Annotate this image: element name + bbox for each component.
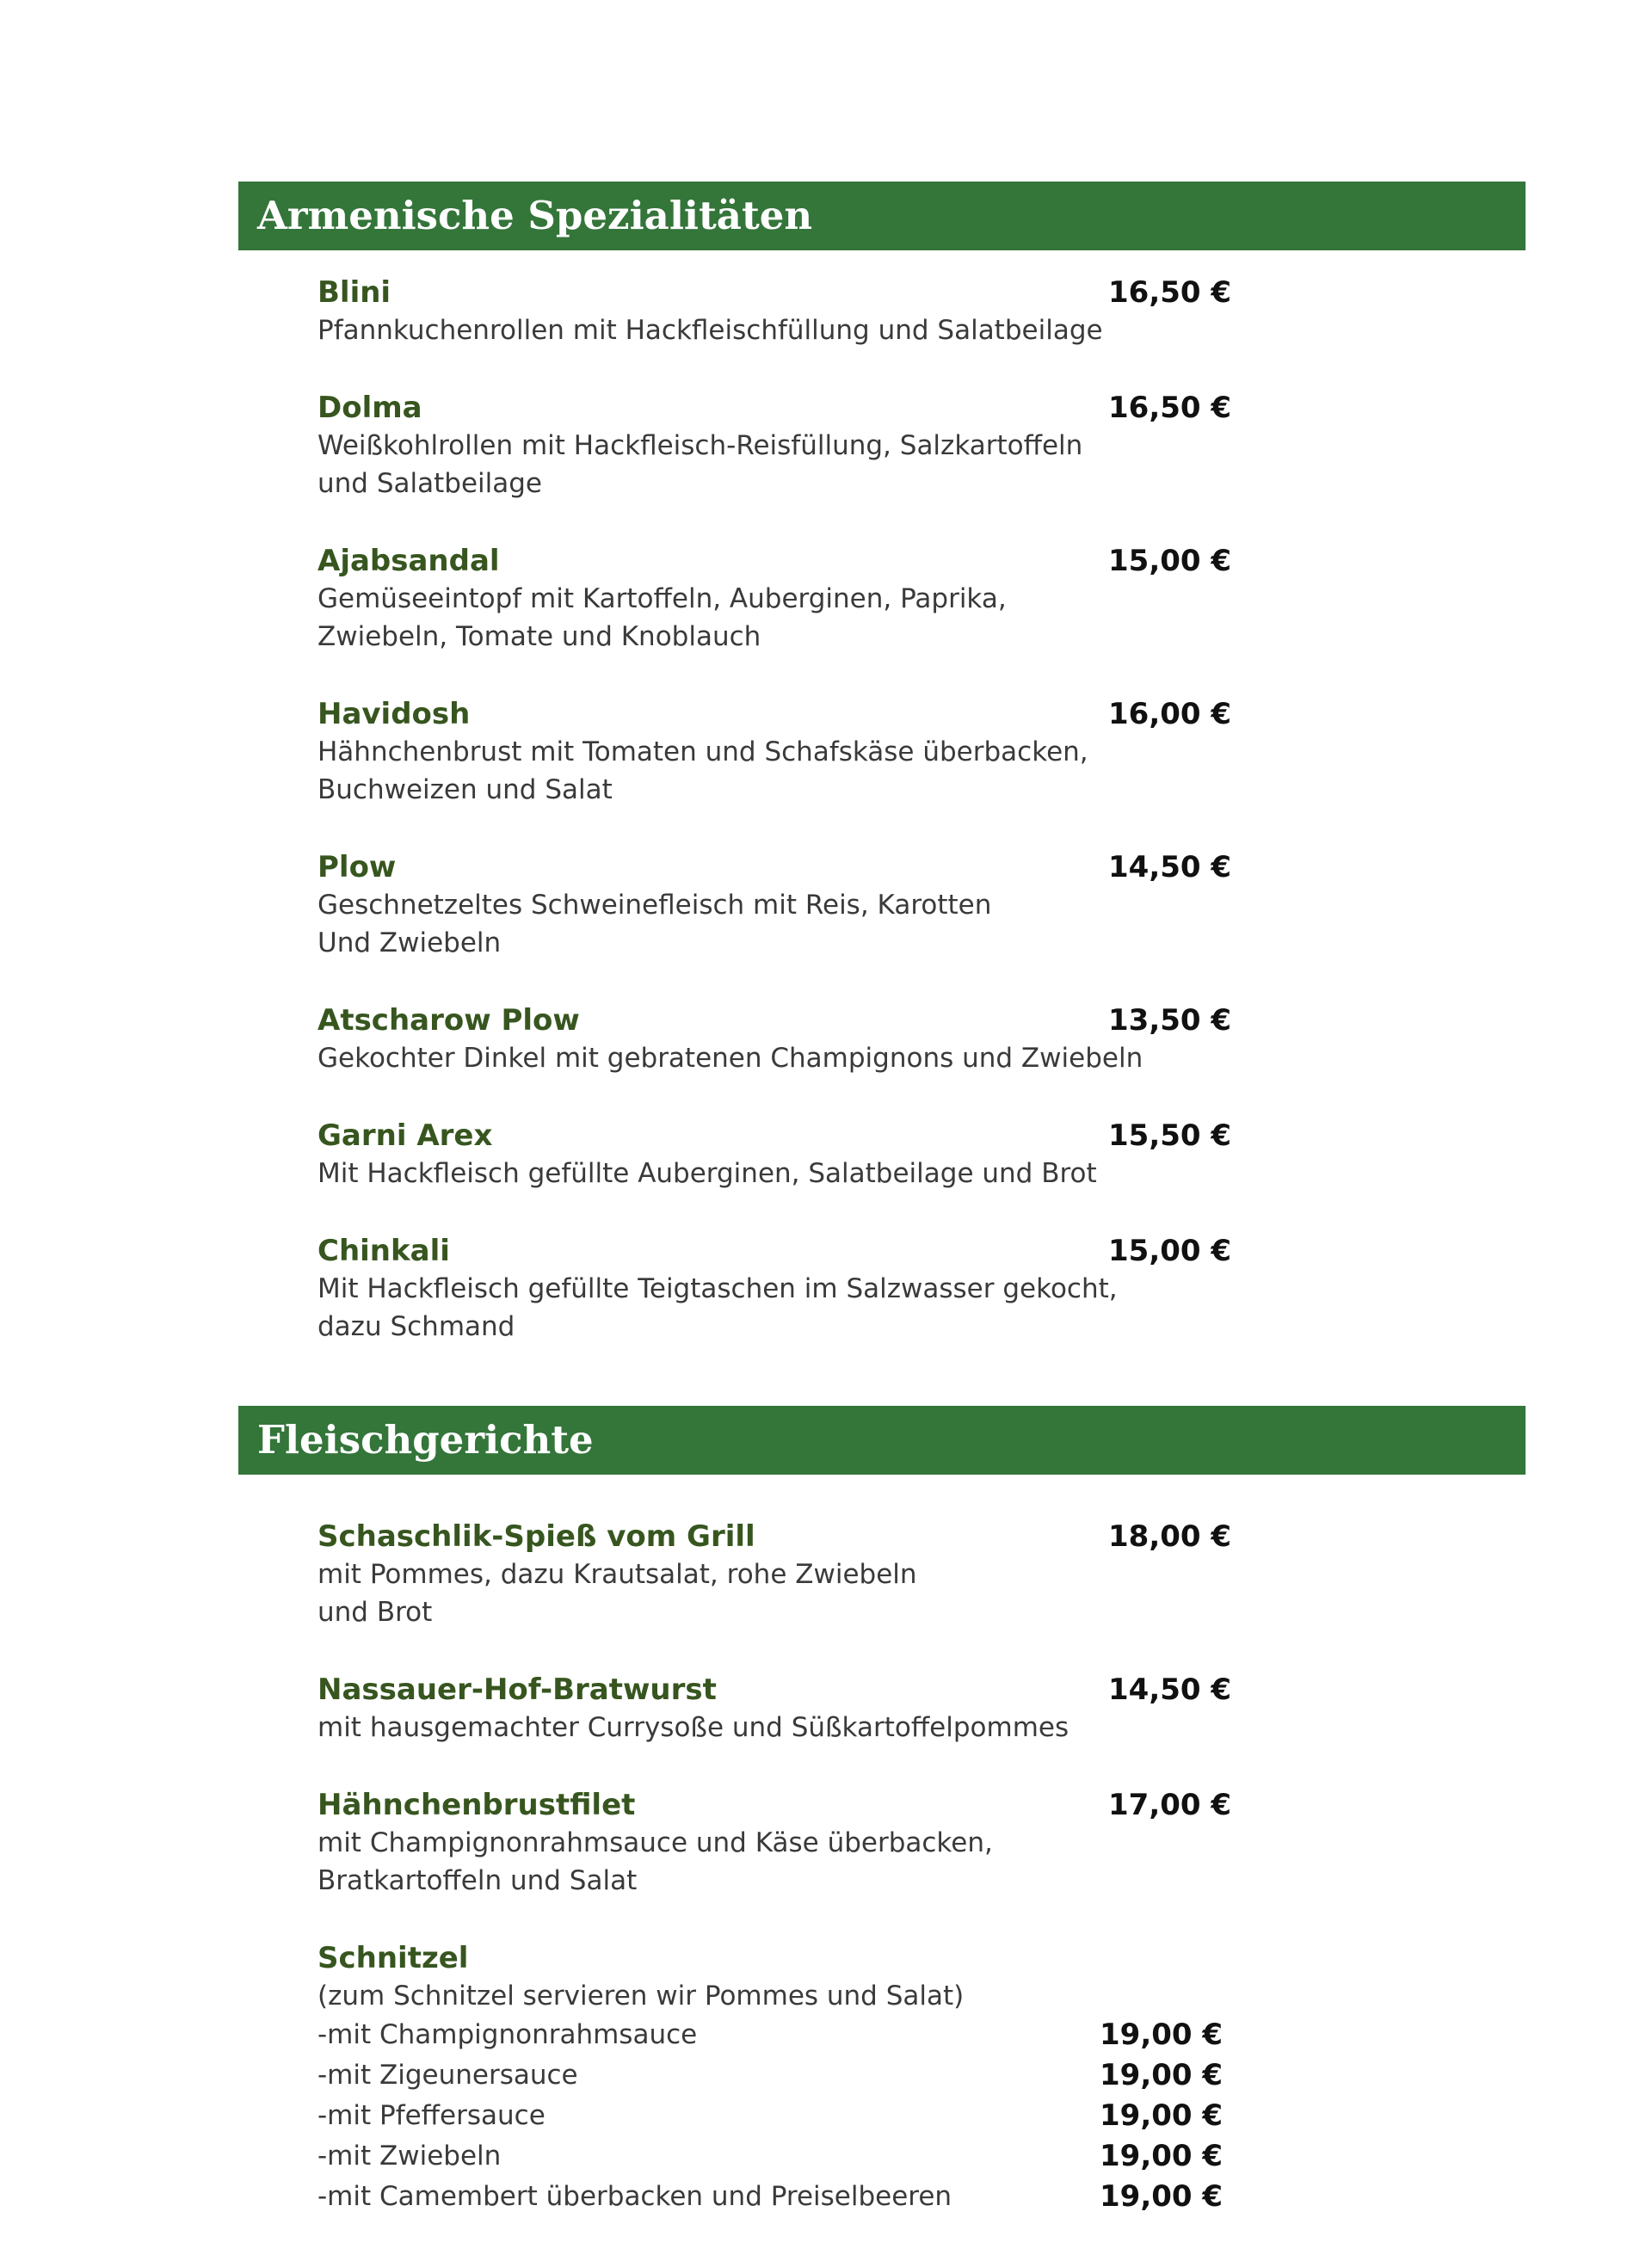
item-description: Bratkartoffeln und Salat <box>317 1865 638 1896</box>
item-price: 18,00 € <box>1108 1519 1232 1554</box>
item-description: Mit Hackfleisch gefüllte Auberginen, Salatbeilage und Brot <box>317 1158 1097 1189</box>
menu-item-ajabsandal <box>317 542 1232 656</box>
item-price: 15,00 € <box>1108 544 1232 578</box>
schnitzel-variant <box>317 2177 1224 2217</box>
item-price: 14,50 € <box>1108 850 1232 884</box>
menu-item-haehnchenbrustfilet <box>317 1786 1232 1900</box>
item-description: Weißkohlrollen mit Hackfleisch-Reisfüllung, Salzkartoffeln <box>317 430 1083 461</box>
item-name: Schnitzel <box>317 1941 469 1975</box>
schnitzel-variant <box>317 2015 1224 2055</box>
variant-label: -mit Zigeunersauce <box>317 2060 578 2091</box>
item-name: Havidosh <box>317 697 471 731</box>
item-description: Und Zwiebeln <box>317 927 502 958</box>
item-name: Hähnchenbrustfilet <box>317 1788 636 1822</box>
variant-price: 19,00 € <box>1100 2018 1224 2052</box>
item-price: 16,50 € <box>1108 391 1232 425</box>
item-description: Geschnetzeltes Schweinefleisch mit Reis, Karotten <box>317 890 992 921</box>
item-name: Garni Arex <box>317 1118 493 1153</box>
item-description: Buchweizen und Salat <box>317 774 613 805</box>
section-header-fleischgerichte: Fleischgerichte <box>238 1406 1526 1475</box>
item-price: 15,50 € <box>1108 1118 1232 1153</box>
menu-item-plow <box>317 848 1232 962</box>
item-name: Atscharow Plow <box>317 1003 580 1038</box>
item-description: und Brot <box>317 1597 433 1628</box>
item-name: Ajabsandal <box>317 544 500 578</box>
item-description: Zwiebeln, Tomate und Knoblauch <box>317 621 761 652</box>
section-header-armenische-spezialitaeten: Armenische Spezialitäten <box>238 182 1526 250</box>
item-price: 17,00 € <box>1108 1788 1232 1822</box>
item-description: und Salatbeilage <box>317 468 542 499</box>
variant-label: -mit Pfeffersauce <box>317 2100 546 2131</box>
item-description: mit hausgemachter Currysoße und Süßkartoffelpommes <box>317 1712 1069 1743</box>
menu-item-dolma <box>317 389 1232 502</box>
schnitzel-variant <box>317 2096 1224 2136</box>
item-description: Mit Hackfleisch gefüllte Teigtaschen im Salzwasser gekocht, <box>317 1273 1118 1304</box>
item-name: Blini <box>317 275 391 310</box>
item-name: Schaschlik-Spieß vom Grill <box>317 1519 755 1554</box>
variant-price: 19,00 € <box>1100 2058 1224 2092</box>
menu-item-havidosh <box>317 695 1232 809</box>
variant-price: 19,00 € <box>1100 2098 1224 2133</box>
item-description: dazu Schmand <box>317 1311 515 1342</box>
item-description: Gemüseeintopf mit Kartoffeln, Auberginen, Paprika, <box>317 583 1007 614</box>
item-price: 16,50 € <box>1108 275 1232 310</box>
item-note: (zum Schnitzel servieren wir Pommes und Salat) <box>317 1981 965 2011</box>
item-name: Nassauer-Hof-Bratwurst <box>317 1673 717 1707</box>
variant-label: -mit Champignonrahmsauce <box>317 2019 698 2050</box>
item-description: mit Pommes, dazu Krautsalat, rohe Zwiebeln <box>317 1559 917 1590</box>
item-name: Dolma <box>317 391 422 425</box>
menu-item-bratwurst <box>317 1671 1232 1747</box>
variant-price: 19,00 € <box>1100 2179 1224 2214</box>
variant-label: -mit Camembert überbacken und Preiselbeeren <box>317 2181 952 2212</box>
menu-item-chinkali <box>317 1232 1232 1346</box>
item-name: Plow <box>317 850 397 884</box>
variant-price: 19,00 € <box>1100 2139 1224 2173</box>
item-price: 15,00 € <box>1108 1234 1232 1268</box>
item-description: Pfannkuchenrollen mit Hackfleischfüllung und Salatbeilage <box>317 315 1103 346</box>
item-price: 16,00 € <box>1108 697 1232 731</box>
item-name: Chinkali <box>317 1234 450 1268</box>
item-description: mit Champignonrahmsauce und Käse überbacken, <box>317 1827 993 1858</box>
menu-item-schaschlik <box>317 1518 1232 1631</box>
menu-item-schnitzel <box>317 1939 1224 2217</box>
schnitzel-variant <box>317 2136 1224 2177</box>
menu-item-blini <box>317 274 1232 349</box>
item-description: Hähnchenbrust mit Tomaten und Schafskäse überbacken, <box>317 736 1088 767</box>
item-price: 14,50 € <box>1108 1673 1232 1707</box>
schnitzel-variant <box>317 2055 1224 2096</box>
menu-item-garni-arex <box>317 1117 1232 1192</box>
item-description: Gekochter Dinkel mit gebratenen Champignons und Zwiebeln <box>317 1043 1143 1074</box>
menu-item-atscharow-plow <box>317 1001 1232 1077</box>
item-price: 13,50 € <box>1108 1003 1232 1038</box>
variant-label: -mit Zwiebeln <box>317 2141 502 2172</box>
